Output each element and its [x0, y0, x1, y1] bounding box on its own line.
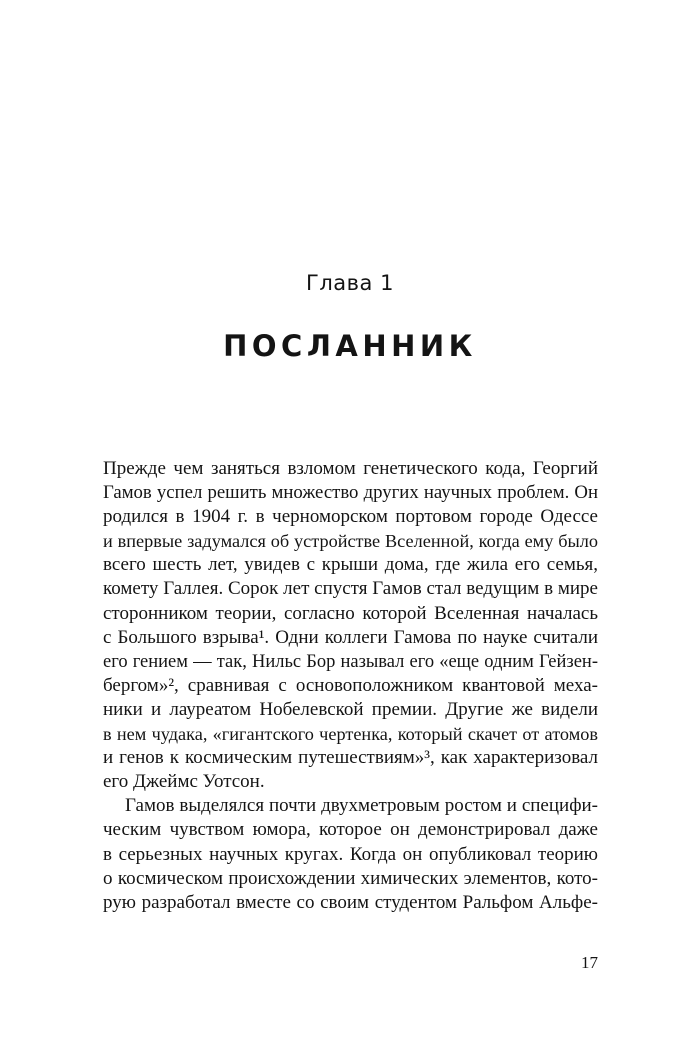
text-line: комету Галлея. Сорок лет спустя Гамов стал ведущим в мире [103, 578, 598, 600]
text-line: родился в 1904 г. в черноморском портовом городе Одессе [103, 506, 598, 528]
text-line: о космическом происхождении химических элементов, кото- [103, 867, 598, 889]
text-line: Гамов выделялся почти двухметровым ростом и специфи- [125, 795, 598, 817]
chapter-title: ПОСЛАННИК [223, 329, 477, 363]
text-line: в нем чудака, «гигантского чертенка, который скачет от атомов [103, 724, 598, 745]
text-line: бергом»², сравнивая с основоположником квантовой меха- [103, 674, 598, 696]
text-line: Гамов успел решить множество других научных проблем. Он [103, 482, 598, 504]
text-line: с Большого взрыва¹. Одни коллеги Гамова по науке считали [103, 626, 598, 648]
text-line: всего шесть лет, увидев с крыши дома, где жила его семья, [103, 554, 598, 576]
text-line: рую разработал вместе со своим студентом Ральфом Альфе- [103, 891, 598, 913]
text-line: его Джеймс Уотсон. [103, 771, 265, 793]
text-line: и генов к космическим путешествиям»³, как характеризовал [103, 747, 598, 769]
text-line: в серьезных научных кругах. Когда он опубликовал теорию [103, 843, 598, 865]
text-line: сторонником теории, согласно которой Вселенная началась [103, 602, 598, 624]
text-line: ческим чувством юмора, которое он демонстрировал даже [103, 819, 598, 841]
text-line: и впервые задумался об устройстве Вселенной, когда ему было [103, 531, 598, 552]
text-line: его гением — так, Нильс Бор называл его «еще одним Гейзен- [103, 651, 598, 672]
text-line: Прежде чем заняться взломом генетического кода, Георгий [103, 458, 598, 479]
page-number: 17 [581, 953, 598, 972]
body-text [103, 457, 598, 915]
chapter-number: Глава 1 [306, 271, 394, 295]
text-line: ники и лауреатом Нобелевской премии. Другие же видели [103, 698, 598, 720]
